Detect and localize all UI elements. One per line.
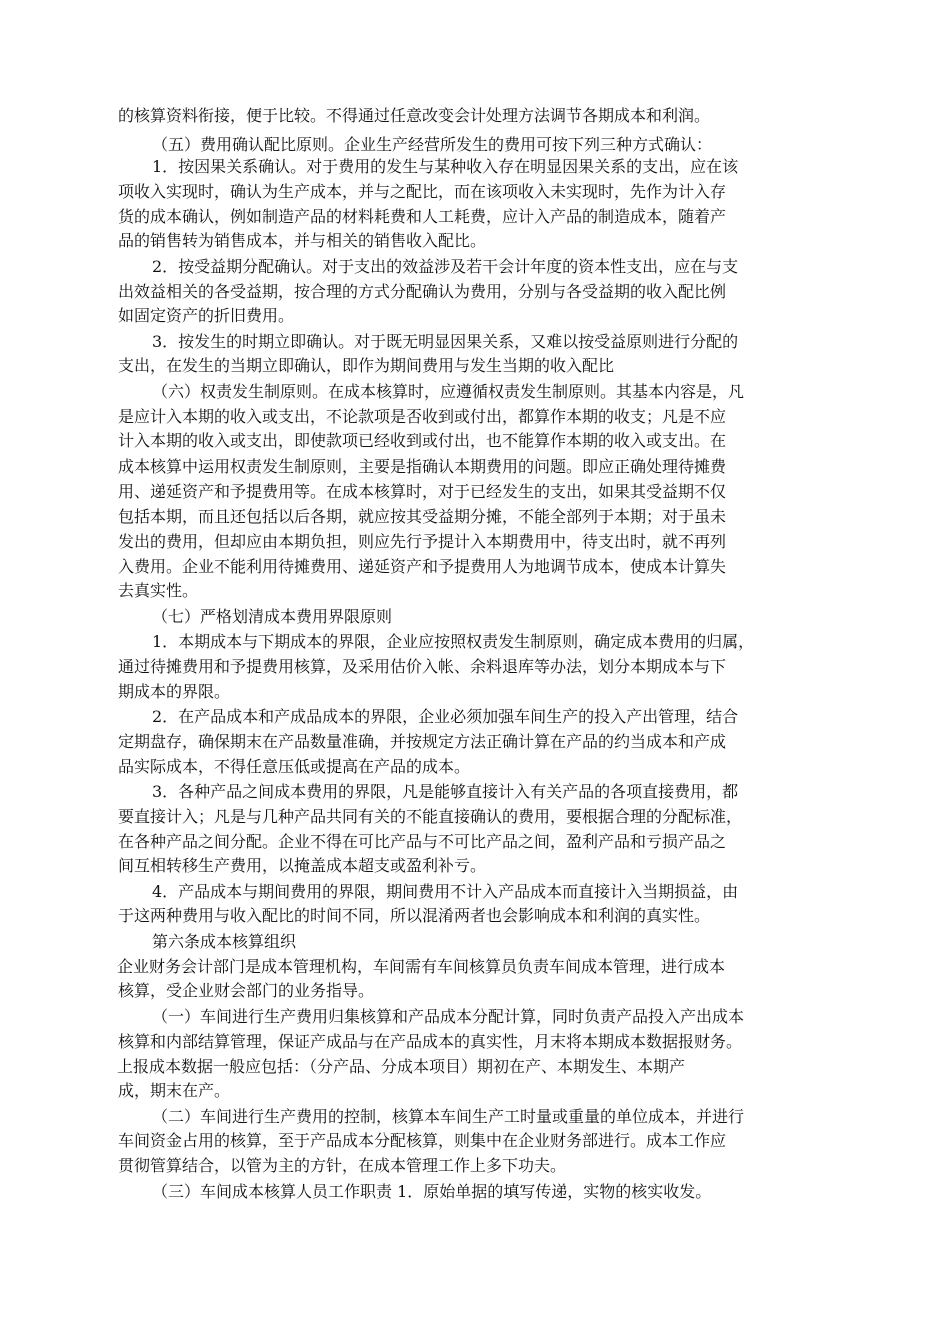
text-line: 品实际成本，不得任意压低或提高在产品的成本。 xyxy=(118,757,471,776)
text-line: 1．本期成本与下期成本的界限，企业应按照权责发生制原则，确定成本费用的归属， xyxy=(152,632,755,651)
text-line: 用、递延资产和予提费用等。在成本核算时，对于已经发生的支出，如果其受益期不仅 xyxy=(118,482,727,501)
text-line: 1．按因果关系确认。对于费用的发生与某种收入存在明显因果关系的支出，应在该 xyxy=(152,157,739,176)
text-line: （六）权责发生制原则。在成本核算时，应遵循权责发生制原则。其基本内容是，凡 xyxy=(152,382,745,401)
text-line: 在各种产品之间分配。企业不得在可比产品与不可比产品之间，盈利产品和亏损产品之 xyxy=(118,832,727,851)
text-line: 要直接计入；凡是与几种产品共同有关的不能直接确认的费用，要根据合理的分配标准， xyxy=(118,807,743,826)
text-line: 企业财务会计部门是成本管理机构，车间需有车间核算员负责车间成本管理，进行成本 xyxy=(117,957,726,976)
text-line: （二）车间进行生产费用的控制，核算本车间生产工时量或重量的单位成本，并进行 xyxy=(152,1107,745,1126)
text-line: 于这两种费用与收入配比的时间不同，所以混淆两者也会影响成本和利润的真实性。 xyxy=(118,906,711,925)
text-line: 3．各种产品之间成本费用的界限，凡是能够直接计入有关产品的各项直接费用，都 xyxy=(152,782,739,801)
text-line: 车间资金占用的核算，至于产品成本分配核算，则集中在企业财务部进行。成本工作应 xyxy=(118,1131,727,1150)
text-line: 通过待摊费用和予提费用核算，及采用估价入帐、余料退库等办法，划分本期成本与下 xyxy=(118,657,727,676)
text-line: 2．在产品成本和产成品成本的界限，企业必须加强车间生产的投入产出管理，结合 xyxy=(152,707,739,726)
text-line: 期成本的界限。 xyxy=(118,682,231,701)
text-line: 项收入实现时，确认为生产成本，并与之配比，而在该项收入未实现时，先作为计入存 xyxy=(118,182,727,201)
text-line: 定期盘存，确保期末在产品数量准确，并按规定方法正确计算在产品的约当成本和产成 xyxy=(118,732,727,751)
text-line: 货的成本确认，例如制造产品的材料耗费和人工耗费，应计入产品的制造成本，随着产 xyxy=(118,207,727,226)
text-line: 发出的费用，但却应由本期负担，则应先行予提计入本期费用中，待支出时，就不再列 xyxy=(118,532,727,551)
text-line: 去真实性。 xyxy=(118,581,199,600)
text-line: 成本核算中运用权责发生制原则，主要是指确认本期费用的问题。即应正确处理待摊费 xyxy=(118,457,727,476)
text-line: 间互相转移生产费用，以掩盖成本超支或盈利补亏。 xyxy=(118,856,487,875)
text-line: （五）费用确认配比原则。企业生产经营所发生的费用可按下列三种方式确认： xyxy=(152,135,713,154)
text-line: 入费用。企业不能利用待摊费用、递延资产和予提费用人为地调节成本，使成本计算失 xyxy=(118,557,727,576)
text-line: 支出，在发生的当期立即确认，即作为期间费用与发生当期的收入配比 xyxy=(118,356,615,375)
text-line: 的核算资料衔接，便于比较。不得通过任意改变会计处理方法调节各期成本和利润。 xyxy=(118,106,711,125)
text-line: （七）严格划清成本费用界限原则 xyxy=(152,607,393,626)
text-line: 包括本期，而且还包括以后各期，就应按其受益期分摊，不能全部列于本期；对于虽未 xyxy=(118,507,727,526)
text-line: 核算和内部结算管理，保证产成品与在产品成本的真实性，月末将本期成本数据报财务。 xyxy=(118,1032,743,1051)
text-line: 3．按发生的时期立即确认。对于既无明显因果关系，又难以按受益原则进行分配的 xyxy=(152,332,739,351)
text-line: 是应计入本期的收入或支出，不论款项是否收到或付出，都算作本期的收支；凡是不应 xyxy=(118,407,727,426)
text-line: 2．按受益期分配确认。对于支出的效益涉及若干会计年度的资本性支出，应在与支 xyxy=(152,257,739,276)
text-line: 计入本期的收入或支出，即使款项已经收到或付出，也不能算作本期的收入或支出。在 xyxy=(118,431,727,450)
text-line: 成，期末在产。 xyxy=(118,1081,231,1100)
text-line: 上报成本数据一般应包括：（分产品、分成本项目）期初在产、本期发生、本期产 xyxy=(117,1057,686,1076)
text-line: 品的销售转为销售成本，并与相关的销售收入配比。 xyxy=(118,231,487,250)
text-line: 贯彻管算结合，以管为主的方针，在成本管理工作上多下功夫。 xyxy=(118,1156,567,1175)
text-line: 4．产品成本与期间费用的界限，期间费用不计入产品成本而直接计入当期损益，由 xyxy=(152,882,739,901)
text-line: 核算，受企业财会部门的业务指导。 xyxy=(118,981,375,1000)
text-line: 出效益相关的各受益期，按合理的方式分配确认为费用，分别与各受益期的收入配比例 xyxy=(118,282,727,301)
text-line: （一）车间进行生产费用归集核算和产品成本分配计算，同时负责产品投入产出成本 xyxy=(152,1007,745,1026)
text-line: （三）车间成本核算人员工作职责 1．原始单据的填写传递，实物的核实收发。 xyxy=(152,1182,712,1201)
text-line: 第六条成本核算组织 xyxy=(152,932,297,951)
text-line: 如固定资产的折旧费用。 xyxy=(118,306,295,325)
